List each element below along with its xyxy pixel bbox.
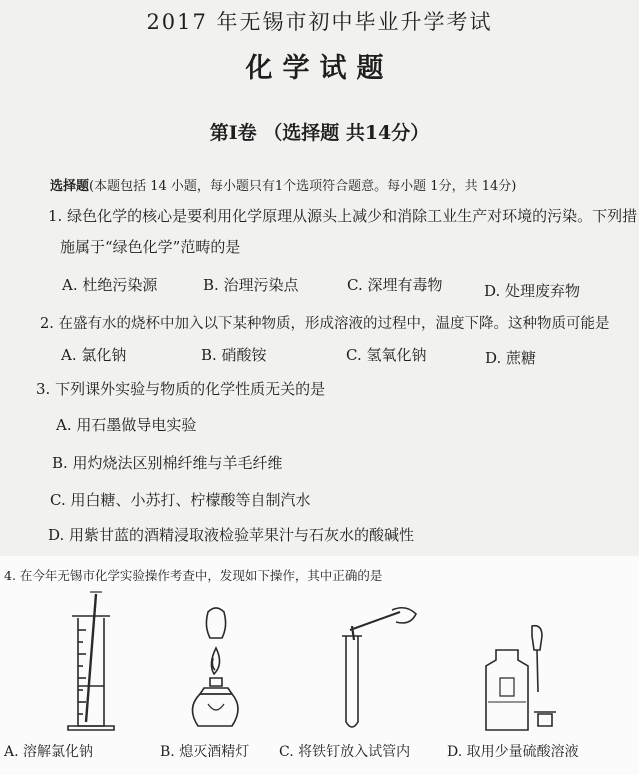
subject-title: 化学试题: [245, 53, 394, 84]
q3-option-a: A. 用石墨做导电实验: [56, 416, 197, 434]
q3-stem: 3. 下列课外实验与物质的化学性质无关的是: [36, 380, 326, 398]
q1-option-b: B. 治理污染点: [203, 276, 299, 294]
q4-figure-c-caption: C. 将铁钉放入试管内: [279, 744, 411, 760]
section-instructions: (本题包括 14 小题，每小题只有1个选项符合题意。每小题 1分，共 14分): [89, 179, 517, 194]
q4-figure-d-caption: D. 取用少量硫酸溶液: [447, 744, 579, 760]
q2-option-c: C. 氢氧化钠: [346, 346, 427, 364]
graduated-cylinder-stirring-icon: [58, 590, 128, 735]
section-heading: [50, 175, 516, 194]
q4-stem: 4. 在今年无锡市化学实验操作考查中，发现如下操作，其中正确的是: [4, 568, 383, 583]
q3-option-c: C. 用白糖、小苏打、柠檬酸等自制汽水: [50, 491, 311, 509]
q2-option-a: A. 氯化钠: [61, 346, 127, 364]
section-label: 选择题: [50, 179, 90, 194]
q4-figure-b-caption: B. 熄灭酒精灯: [160, 744, 250, 760]
dropper-reagent-bottle-icon: [478, 622, 568, 734]
q2-option-d: D. 蔗糖: [485, 349, 537, 367]
exam-title: 2017 年无锡市初中毕业升学考试: [146, 10, 493, 34]
q1-stem-line1: 1. 绿色化学的核心是要利用化学原理从源头上减少和消除工业生产对环境的污染。下列措: [48, 207, 638, 225]
q1-option-a: A. 杜绝污染源: [62, 276, 158, 294]
q1-option-d: D. 处理废弃物: [484, 282, 581, 300]
q3-option-d: D. 用紫甘蓝的酒精浸取液检验苹果汁与石灰水的酸碱性: [48, 526, 415, 544]
q1-stem-line2: 施属于“绿色化学”范畴的是: [60, 238, 241, 256]
q2-stem: 2. 在盛有水的烧杯中加入以下某种物质，形成溶液的过程中，温度下降。这种物质可能是: [40, 316, 610, 332]
q4-figure-a-caption: A. 溶解氯化钠: [4, 744, 94, 760]
q1-option-c: C. 深埋有毒物: [347, 276, 443, 294]
q3-option-b: B. 用灼烧法区别棉纤维与羊毛纤维: [52, 454, 283, 472]
q2-option-b: B. 硝酸铵: [201, 346, 267, 364]
test-tube-iron-nail-icon: [332, 606, 422, 736]
part-title: 第Ⅰ卷 （选择题 共14分）: [209, 122, 430, 144]
alcohol-lamp-extinguish-icon: [180, 604, 250, 734]
